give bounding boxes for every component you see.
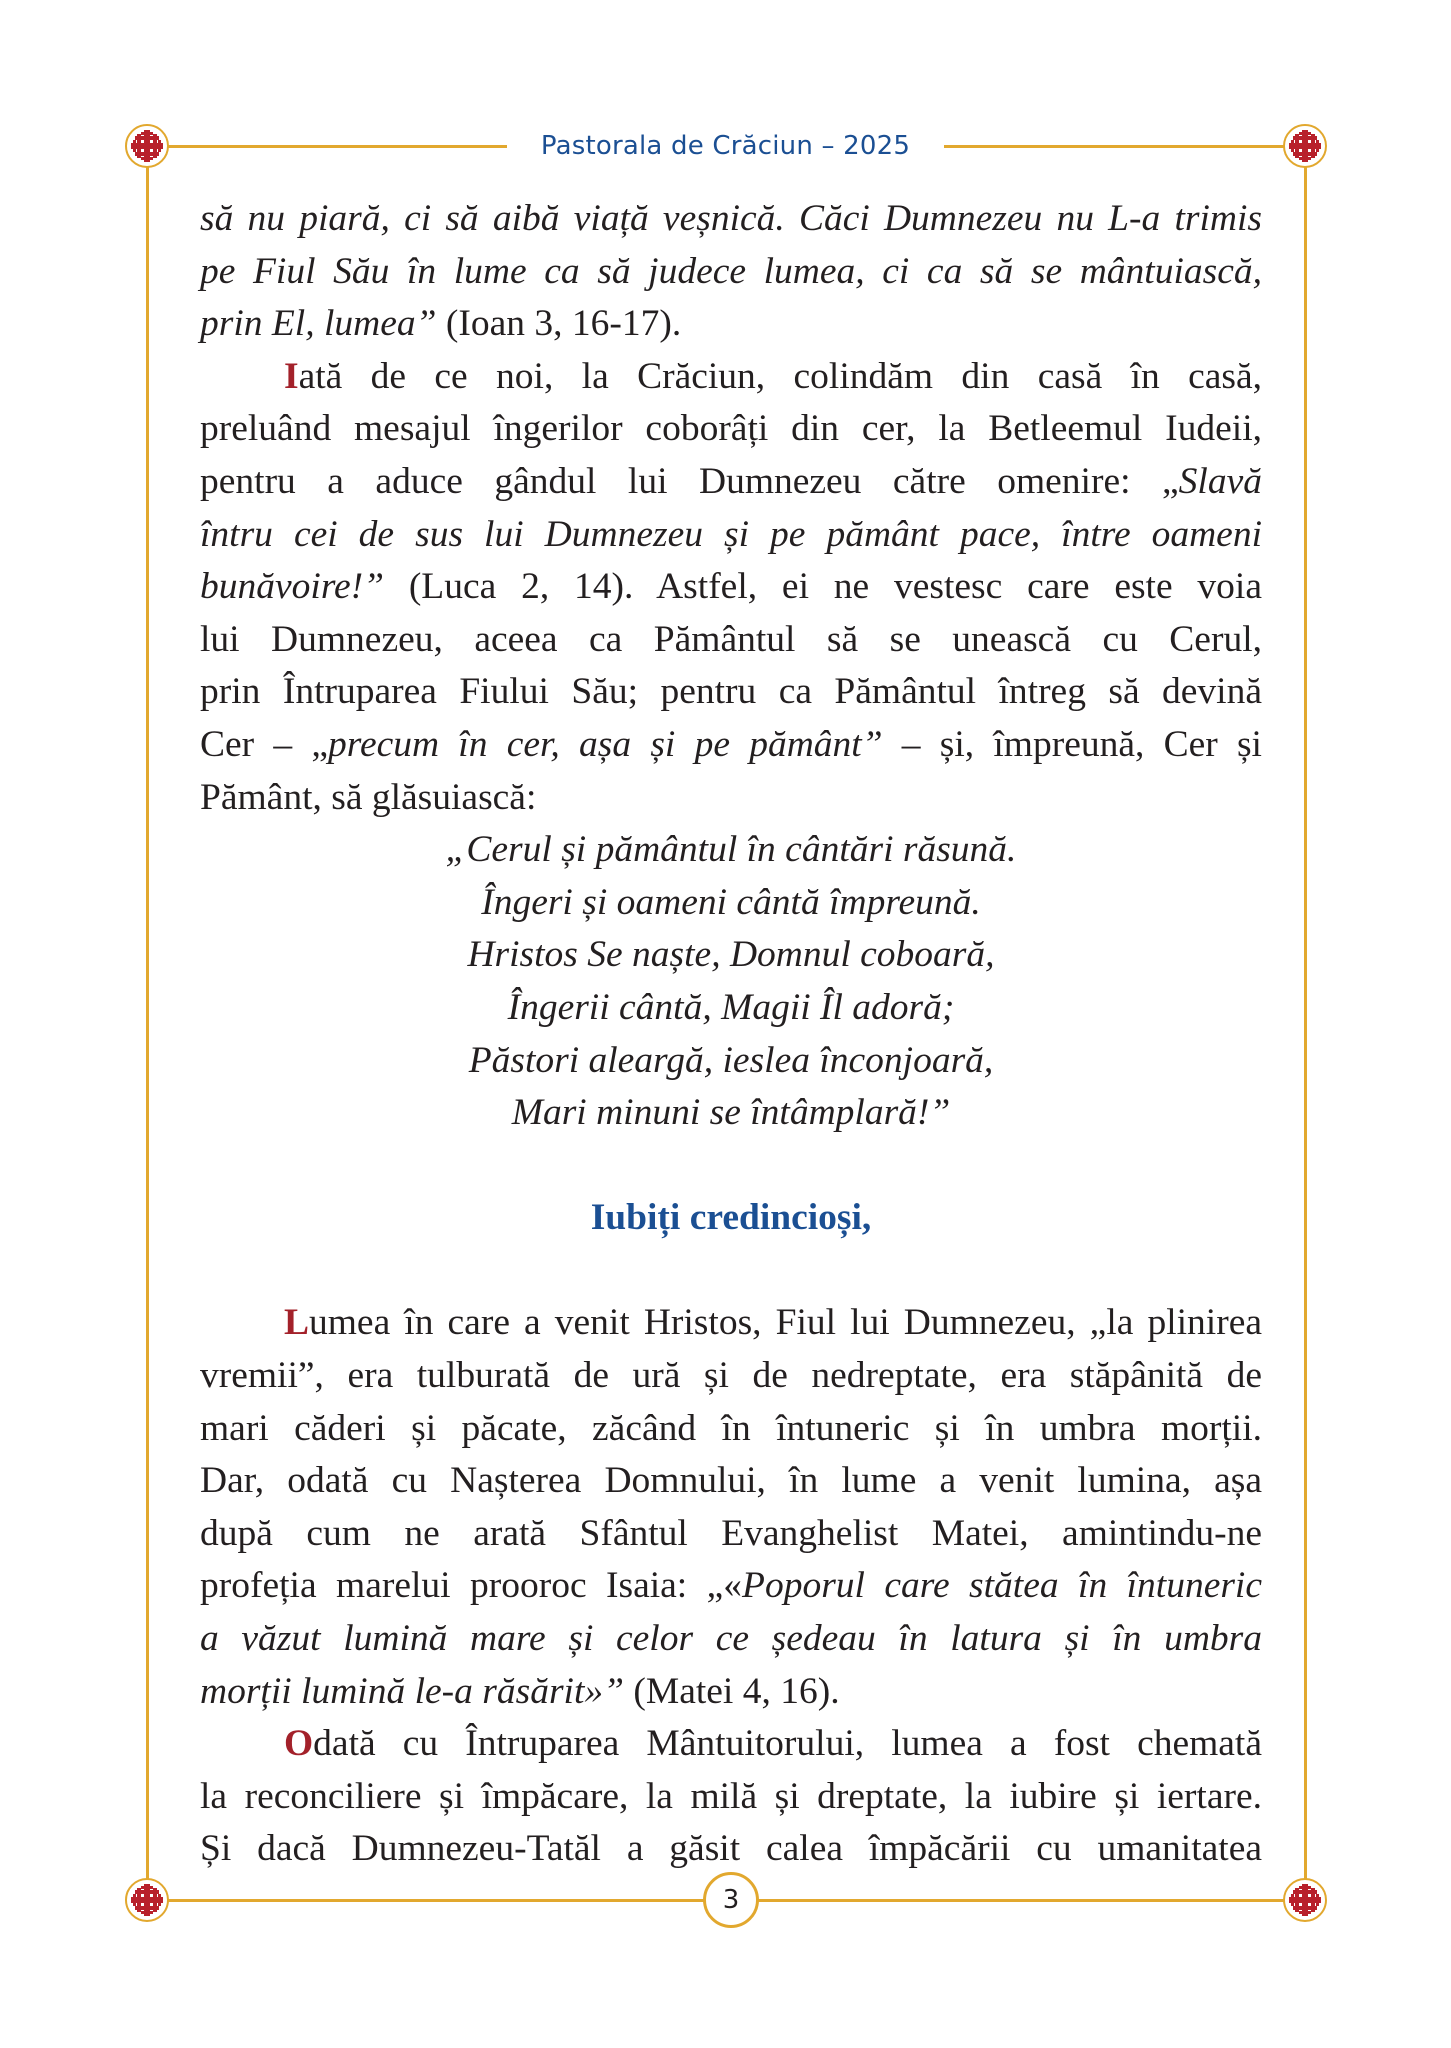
jerusalem-cross-icon [125, 1878, 169, 1922]
paragraph [200, 193, 1262, 351]
verse-line: Îngerii cântă, Magii Îl adoră; [507, 986, 955, 1028]
page-number: 3 [703, 1872, 759, 1928]
quote-text: bunăvoire!” [200, 566, 385, 608]
text-span: Cer – „ [200, 723, 328, 765]
initial-letter: I [284, 355, 299, 397]
text-line: preluând mesajul îngerilor coborâți din cer, la Betleemul Iudeii, [200, 408, 1262, 450]
quote-text: precum în cer, așa și pe pământ” [328, 723, 883, 765]
text-line [200, 1297, 1262, 1350]
citation: (Ioan 3, 16-17). [436, 303, 682, 345]
verse-line: Mari minuni se întâmplară!” [511, 1092, 951, 1134]
jerusalem-cross-icon [1283, 1878, 1327, 1922]
running-header [0, 124, 1451, 168]
section-heading: Iubiți credincioși, [590, 1197, 872, 1239]
text-line: Dar, odată cu Nașterea Domnului, în lume a venit lumina, așa [200, 1460, 1262, 1502]
spacer [200, 1140, 1262, 1193]
quote-text: Poporul care stătea în întuneric [742, 1565, 1262, 1607]
text-line [200, 351, 1262, 404]
text-line: mari căderi și păcate, zăcând în întuneric și în umbra morții. [200, 1407, 1262, 1449]
frame-left-line [146, 146, 149, 1900]
quote-text: morții lumină le-a răsărit»” [200, 1670, 624, 1712]
text-span: – și, împreună, Cer și [882, 723, 1262, 765]
text-span: (Luca 2, 14). Astfel, ei ne vestesc care este voia [384, 566, 1262, 608]
quote-text: Slavă [1178, 460, 1262, 502]
paragraph [200, 1297, 1262, 1718]
text-line: la reconciliere și împăcare, la milă și dreptate, la iubire și iertare. [200, 1775, 1262, 1817]
text-span: dată cu Întruparea Mântuitorului, lumea a fost chemată [313, 1723, 1262, 1765]
text-span: profeția marelui prooroc Isaia: „« [200, 1565, 743, 1607]
text-line: prin Întruparea Fiului Său; pentru ca Pământul întreg să devină [200, 671, 1262, 713]
quote-text: prin El, lumea” [200, 303, 437, 345]
text-span: pentru a aduce gândul lui Dumnezeu către omenire: „ [200, 460, 1179, 502]
citation: (Matei 4, 16). [624, 1670, 840, 1712]
text-line: Și dacă Dumnezeu-Tatăl a găsit calea împăcării cu umanitatea [200, 1828, 1262, 1870]
text-line: a văzut lumină mare și celor ce ședeau în latura și în umbra [200, 1618, 1262, 1660]
frame-right-line [1304, 146, 1307, 1900]
text-line [200, 1718, 1262, 1771]
text-line: după cum ne arată Sfântul Evanghelist Matei, amintindu-ne [200, 1512, 1262, 1554]
verse-line: „Cerul și pământul în cântări răsună. [445, 829, 1017, 871]
text-line: pe Fiul Său în lume ca să judece lumea, ci ca să se mântuiască, [200, 250, 1262, 292]
spacer [200, 1245, 1262, 1298]
initial-letter: O [284, 1723, 314, 1765]
text-line [200, 561, 1262, 614]
text-line [200, 456, 1262, 509]
carol-verse [200, 824, 1262, 1140]
text-line: vremii”, era tulburată de ură și de nedreptate, era stăpânită de [200, 1355, 1262, 1397]
text-span: ată de ce noi, la Crăciun, colindăm din casă în casă, [298, 355, 1262, 397]
paragraph [200, 1718, 1262, 1876]
paragraph [200, 351, 1262, 824]
text-line: Pământ, să glăsuiască: [200, 776, 537, 818]
verse-line: Hristos Se naște, Domnul coboară, [467, 934, 995, 976]
text-line: să nu piară, ci să aibă viață veșnică. Căci Dumnezeu nu L-a trimis [200, 198, 1262, 239]
verse-line: Păstori aleargă, ieslea înconjoară, [468, 1039, 994, 1081]
text-line [200, 1560, 1262, 1613]
page-body [200, 193, 1262, 1876]
header-title: Pastorala de Crăciun – 2025 [507, 124, 944, 168]
text-line: întru cei de sus lui Dumnezeu și pe pământ pace, între oameni [200, 513, 1262, 555]
text-line [200, 298, 1262, 351]
text-line [200, 1666, 1262, 1719]
text-line: lui Dumnezeu, aceea ca Pământul să se unească cu Cerul, [200, 618, 1262, 660]
verse-line: Îngeri și oameni cântă împreună. [481, 881, 981, 923]
text-line [200, 719, 1262, 772]
initial-letter: L [284, 1302, 310, 1344]
text-span: umea în care a venit Hristos, Fiul lui Dumnezeu, „la plinirea [309, 1302, 1262, 1344]
